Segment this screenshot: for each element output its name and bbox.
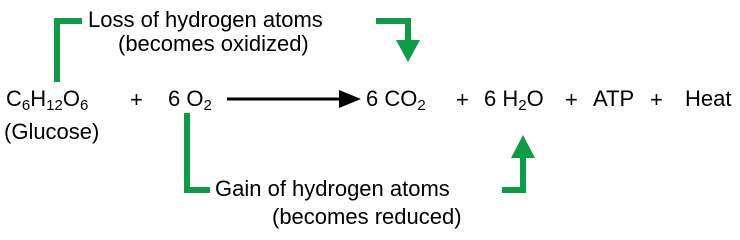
- oxidation-sublabel: (becomes oxidized): [118, 31, 309, 56]
- reduction-sublabel: (becomes reduced): [272, 204, 462, 229]
- glucose-name: (Glucose): [4, 119, 100, 144]
- oxidation-bracket-right: [376, 21, 408, 42]
- plus-sign: +: [650, 87, 663, 112]
- glucose-formula: $C_6H_{12}O_6$: [6, 86, 89, 114]
- oxidation-label: Loss of hydrogen atoms: [88, 7, 323, 32]
- reduction-arrow-head: [511, 135, 535, 158]
- oxidation-bracket-left: [57, 21, 82, 82]
- heat-label: Heat: [685, 86, 732, 111]
- reduction-bracket-left: [187, 113, 210, 190]
- plus-sign: +: [565, 87, 578, 112]
- plus-sign: +: [456, 87, 469, 112]
- water-formula: 6 $H_2O$: [484, 86, 544, 114]
- reaction-arrow-head: [339, 90, 361, 108]
- oxidation-arrow-head: [396, 40, 420, 62]
- carbon-dioxide-formula: 6 $CO_2$: [366, 86, 426, 114]
- oxygen-formula: 6 $O_2$: [168, 86, 212, 114]
- plus-sign: +: [130, 87, 143, 112]
- reduction-bracket-right: [502, 156, 523, 190]
- atp-label: ATP: [593, 86, 635, 111]
- reduction-label: Gain of hydrogen atoms: [215, 176, 450, 201]
